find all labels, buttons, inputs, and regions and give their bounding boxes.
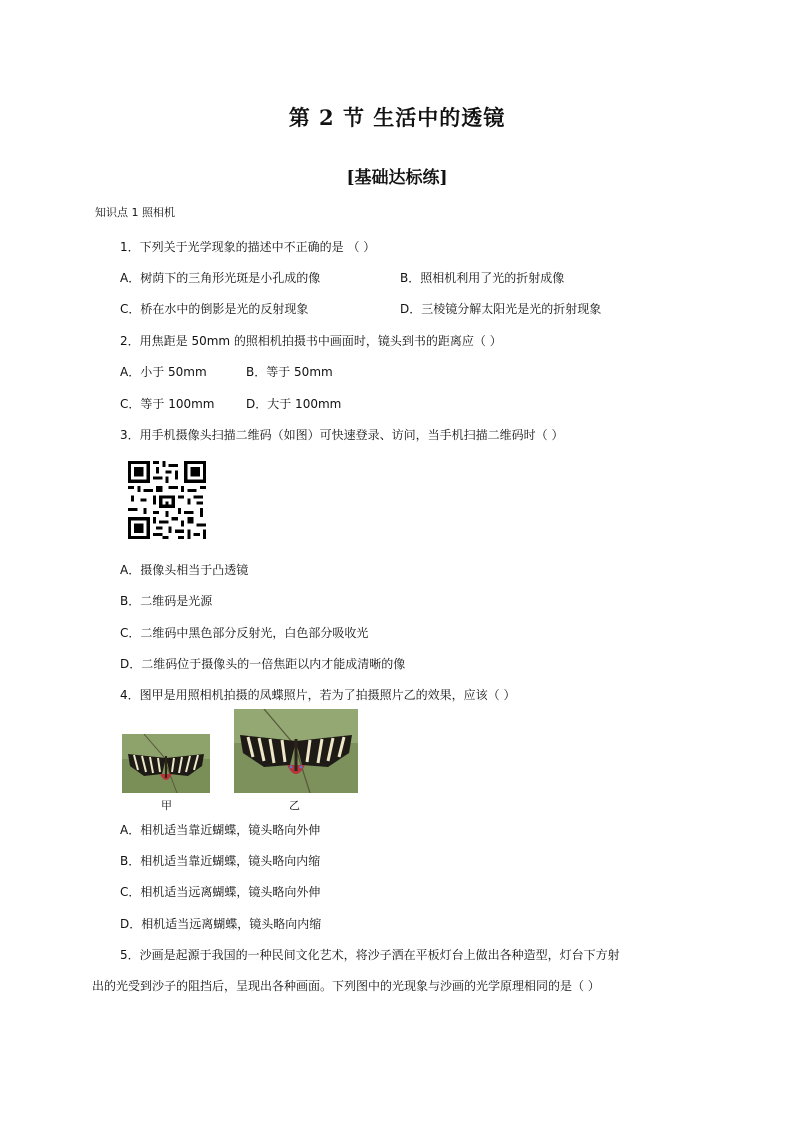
q5-stem-line1: 5．沙画是起源于我国的一种民间文化艺术，将沙子洒在平板灯台上做出各种造型，灯台下方射: [120, 948, 620, 962]
section-subtitle: [基础达标练]: [346, 168, 448, 188]
q5-stem-line2: 出的光受到沙子的阻挡后，呈现出各种画面。下列图中的光现象与沙画的光学原理相同的是（ ）: [92, 979, 600, 993]
qr-code-image: [128, 461, 206, 539]
butterfly-photo-large: [234, 709, 358, 793]
q4-option-c: C．相机适当远离蝴蝶，镜头略向外伸: [120, 885, 321, 899]
caption-jia: 甲: [161, 799, 172, 812]
q4-stem: 4．图甲是用照相机拍摄的凤蝶照片，若为了拍摄照片乙的效果，应该（ ）: [120, 688, 516, 702]
q2-option-d: D．大于 100mm: [246, 397, 342, 411]
q3-option-c: C．二维码中黑色部分反射光，白色部分吸收光: [120, 626, 369, 640]
q3-stem: 3．用手机摄像头扫描二维码（如图）可快速登录、访问，当手机扫描二维码时（ ）: [120, 428, 564, 442]
knowledge-point-heading: 知识点 1 照相机: [95, 206, 175, 219]
page-title: 第 2 节 生活中的透镜: [288, 105, 506, 130]
q4-option-d: D．相机适当远离蝴蝶，镜头略向内缩: [120, 917, 322, 931]
q4-option-b: B．相机适当靠近蝴蝶，镜头略向内缩: [120, 854, 321, 868]
q2-option-b: B．等于 50mm: [246, 365, 333, 379]
q1-option-b: B．照相机利用了光的折射成像: [400, 271, 565, 285]
q3-option-b: B．二维码是光源: [120, 594, 213, 608]
q1-option-c: C．桥在水中的倒影是光的反射现象: [120, 302, 309, 316]
q1-option-a: A．树荫下的三角形光斑是小孔成的像: [120, 271, 321, 285]
q3-option-a: A．摄像头相当于凸透镜: [120, 563, 249, 577]
q2-option-a: A．小于 50mm: [120, 365, 207, 379]
q1-stem: 1．下列关于光学现象的描述中不正确的是 （ ）: [120, 240, 376, 254]
q2-stem: 2．用焦距是 50mm 的照相机拍摄书中画面时，镜头到书的距离应（ ）: [120, 334, 502, 348]
q2-option-c: C．等于 100mm: [120, 397, 215, 411]
q3-option-d: D．二维码位于摄像头的一倍焦距以内才能成清晰的像: [120, 657, 406, 671]
q1-option-d: D．三棱镜分解太阳光是光的折射现象: [400, 302, 602, 316]
caption-yi: 乙: [289, 799, 300, 812]
butterfly-photo-small: [122, 734, 210, 793]
q4-option-a: A．相机适当靠近蝴蝶，镜头略向外伸: [120, 823, 321, 837]
